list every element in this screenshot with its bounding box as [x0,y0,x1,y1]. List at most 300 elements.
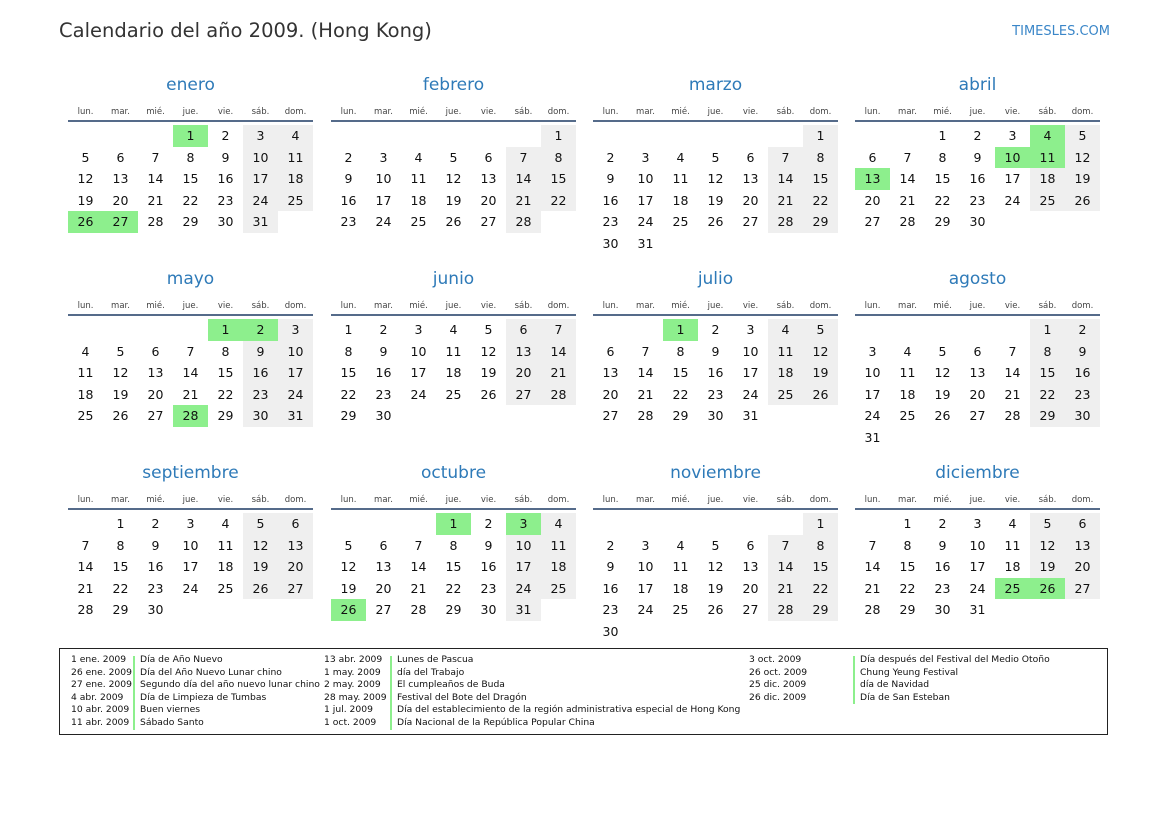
weekday-label: vie. [217,107,234,117]
day-cell: 7 [1008,343,1017,359]
weekday-label: mié. [146,107,165,117]
legend-marker [853,656,855,704]
day-cell: 17 [969,559,986,575]
day-cell: 23 [217,192,234,208]
weekday-header [331,298,576,316]
day-cell: 19 [340,580,357,596]
holiday-day: 1 [436,513,471,535]
weekday-label: sáb. [1038,107,1057,117]
day-cell: 12 [803,341,838,363]
holiday-day: 26 [331,599,366,621]
day-cell: 22 [899,580,916,596]
weekday-label: vie. [742,107,759,117]
day-cell: 30 [243,405,278,427]
day-cell: 21 [541,362,576,384]
day-cell: 31 [506,599,541,621]
holiday-day: 28 [173,405,208,427]
day-cell: 13 [602,365,619,381]
day-cell: 23 [243,384,278,406]
weekday-label: jue. [969,107,986,117]
day-cell: 23 [602,214,619,230]
holiday-name: Festival del Bote del Dragón [397,691,527,703]
day-cell: 23 [934,580,951,596]
weekday-label: mié. [409,495,428,505]
weekday-label: dom. [1071,301,1094,311]
day-cell: 18 [899,386,916,402]
weekday-label: mié. [933,107,952,117]
day-cell: 31 [969,602,986,618]
day-cell: 29 [803,211,838,233]
empty-cell [768,513,803,535]
day-cell: 17 [243,168,278,190]
holiday-name: Día de Año Nuevo [140,654,223,665]
day-cell: 8 [116,537,125,553]
day-cell: 23 [707,386,724,402]
day-cell: 19 [707,580,724,596]
holiday-day: 4 [1030,125,1065,147]
day-cell: 12 [707,171,724,187]
legend-dates [324,654,387,730]
holiday-legend [59,648,1108,735]
day-cell: 6 [746,149,755,165]
day-cell: 28 [506,211,541,233]
day-cell: 25 [541,578,576,600]
days-grid [68,319,313,427]
day-cell: 2 [151,516,160,531]
day-cell: 29 [340,408,357,424]
day-cell: 13 [1065,535,1100,557]
day-cell: 22 [182,192,199,208]
empty-cell [593,319,628,341]
day-cell: 24 [410,386,427,402]
day-cell: 22 [672,386,689,402]
month-octubre [331,462,576,621]
day-cell: 18 [1004,559,1021,575]
day-cell: 10 [410,343,427,359]
weekday-label: jue. [969,301,986,311]
day-cell: 20 [742,580,759,596]
weekday-label: sáb. [514,495,533,505]
day-cell: 21 [147,192,164,208]
day-cell: 14 [541,341,576,363]
day-cell: 17 [637,192,654,208]
weekday-label: mié. [409,301,428,311]
day-cell: 29 [217,408,234,424]
day-cell: 7 [186,343,195,359]
legend-dates [71,654,132,730]
weekday-label: lun. [340,495,357,505]
month-agosto [855,268,1100,449]
weekday-label: sáb. [514,107,533,117]
holiday-name: El cumpleaños de Buda [397,679,505,691]
holiday-date: 1 may. 2009 [324,666,381,678]
weekday-header [68,492,313,510]
weekday-label: mar. [374,107,393,117]
day-cell: 21 [77,580,94,596]
day-cell: 8 [449,537,458,553]
day-cell: 6 [484,149,493,165]
empty-cell [698,513,733,535]
day-cell: 25 [77,408,94,424]
day-cell: 11 [77,365,94,381]
day-cell: 29 [445,602,462,618]
day-cell: 31 [742,408,759,424]
day-cell: 20 [602,386,619,402]
empty-cell [628,125,663,147]
empty-cell [733,125,768,147]
day-cell: 22 [112,580,129,596]
day-cell: 24 [637,602,654,618]
empty-cell [733,513,768,535]
day-cell: 27 [602,408,619,424]
day-cell: 22 [1030,384,1065,406]
weekday-header [331,104,576,122]
day-cell: 27 [147,408,164,424]
day-cell: 8 [1030,341,1065,363]
day-cell: 4 [541,513,576,535]
month-abril [855,74,1100,233]
weekday-label: lun. [864,301,881,311]
month-name: julio [697,269,734,289]
day-cell: 5 [711,149,720,165]
weekday-header [593,104,838,122]
day-cell: 23 [1065,384,1100,406]
holiday-name: Chung Yeung Festival [860,666,959,678]
day-cell: 25 [445,386,462,402]
day-cell: 27 [1065,578,1100,600]
days-grid [331,319,576,427]
day-cell: 3 [414,322,423,337]
day-cell: 7 [868,537,877,553]
month-enero [68,74,313,233]
month-marzo [593,74,838,255]
day-cell: 21 [768,190,803,212]
weekday-header [593,298,838,316]
holiday-date: 28 may. 2009 [324,691,387,703]
day-cell: 11 [217,537,234,553]
weekday-label: jue. [182,301,199,311]
day-cell: 26 [707,214,724,230]
day-cell: 9 [606,171,615,187]
days-grid [68,513,313,621]
day-cell: 18 [1030,168,1065,190]
day-cell: 14 [77,559,94,575]
day-cell: 3 [278,319,313,341]
weekday-label: lun. [77,301,94,311]
day-cell: 24 [864,408,881,424]
day-cell: 18 [768,362,803,384]
day-cell: 5 [1030,513,1065,535]
weekday-label: lun. [602,495,619,505]
day-cell: 12 [112,365,129,381]
day-cell: 24 [243,190,278,212]
page-title: Calendario del año 2009. (Hong Kong) [59,19,432,42]
day-cell: 20 [147,386,164,402]
day-cell: 27 [742,602,759,618]
weekday-label: jue. [969,495,986,505]
day-cell: 7 [506,147,541,169]
day-cell: 26 [112,408,129,424]
weekday-label: vie. [480,301,497,311]
day-cell: 3 [379,149,388,165]
day-cell: 20 [375,580,392,596]
empty-cell [960,319,995,341]
day-cell: 11 [768,341,803,363]
day-cell: 2 [973,128,982,143]
day-cell: 18 [217,559,234,575]
holiday-day: 1 [173,125,208,147]
day-cell: 22 [803,578,838,600]
holiday-day: 11 [1030,147,1065,169]
empty-cell [506,125,541,147]
holiday-date: 4 abr. 2009 [71,691,124,703]
month-name: diciembre [935,463,1020,483]
holiday-day: 10 [995,147,1030,169]
weekday-header [593,492,838,510]
holiday-date: 13 abr. 2009 [324,654,383,665]
weekday-label: dom. [547,301,570,311]
day-cell: 2 [711,322,720,337]
day-cell: 1 [803,513,838,535]
weekday-label: lun. [602,107,619,117]
day-cell: 14 [637,365,654,381]
day-cell: 17 [375,192,392,208]
day-cell: 9 [344,171,353,187]
day-cell: 13 [742,559,759,575]
day-cell: 28 [410,602,427,618]
day-cell: 20 [742,192,759,208]
weekday-label: jue. [707,107,724,117]
holiday-name: Segundo día del año nuevo lunar chino [140,679,320,691]
day-cell: 30 [147,602,164,618]
weekday-label: lun. [77,495,94,505]
month-name: junio [432,269,475,289]
holiday-name: Día de San Esteban [860,691,950,703]
day-cell: 28 [147,214,164,230]
legend-names [860,654,1050,704]
day-cell: 16 [969,171,986,187]
empty-cell [663,125,698,147]
day-cell: 14 [410,559,427,575]
day-cell: 20 [969,386,986,402]
day-cell: 19 [1030,556,1065,578]
day-cell: 19 [1065,168,1100,190]
empty-cell [68,319,103,341]
day-cell: 5 [484,322,493,337]
day-cell: 1 [938,128,947,143]
day-cell: 9 [938,537,947,553]
day-cell: 15 [934,171,951,187]
day-cell: 26 [445,214,462,230]
day-cell: 18 [77,386,94,402]
day-cell: 16 [602,192,619,208]
empty-cell [995,319,1030,341]
weekday-label: jue. [707,301,724,311]
day-cell: 13 [278,535,313,557]
day-cell: 12 [1030,535,1065,557]
day-cell: 5 [344,537,353,553]
day-cell: 19 [934,386,951,402]
weekday-label: vie. [1004,301,1021,311]
holiday-date: 10 abr. 2009 [71,704,130,716]
holiday-day: 25 [995,578,1030,600]
day-cell: 10 [278,341,313,363]
day-cell: 30 [707,408,724,424]
day-cell: 17 [637,580,654,596]
day-cell: 13 [112,171,129,187]
day-cell: 30 [934,602,951,618]
day-cell: 22 [803,190,838,212]
day-cell: 18 [445,365,462,381]
day-cell: 18 [410,192,427,208]
empty-cell [628,319,663,341]
weekday-label: dom. [284,301,307,311]
day-cell: 8 [186,149,195,165]
day-cell: 15 [182,171,199,187]
holiday-day: 26 [1030,578,1065,600]
weekday-header [68,104,313,122]
weekday-label: mié. [933,495,952,505]
empty-cell [103,319,138,341]
holiday-day: 13 [855,168,890,190]
weekday-label: mar. [898,301,917,311]
day-cell: 12 [934,365,951,381]
weekday-label: jue. [707,495,724,505]
site-link[interactable]: TIMESLES.COM [1012,24,1110,39]
weekday-label: mié. [933,301,952,311]
day-cell: 29 [112,602,129,618]
day-cell: 17 [410,365,427,381]
legend-dates [749,654,807,704]
day-cell: 31 [278,405,313,427]
day-cell: 5 [81,149,90,165]
day-cell: 15 [445,559,462,575]
day-cell: 29 [182,214,199,230]
day-cell: 24 [1004,192,1021,208]
day-cell: 15 [803,168,838,190]
day-cell: 10 [864,365,881,381]
day-cell: 15 [1030,362,1065,384]
holiday-date: 27 ene. 2009 [71,679,132,691]
month-diciembre [855,462,1100,621]
holiday-day: 1 [208,319,243,341]
day-cell: 19 [112,386,129,402]
day-cell: 1 [1030,319,1065,341]
weekday-label: vie. [217,495,234,505]
day-cell: 3 [973,516,982,531]
weekday-label: mar. [374,495,393,505]
empty-cell [68,513,103,535]
day-cell: 20 [864,192,881,208]
empty-cell [138,319,173,341]
day-cell: 23 [969,192,986,208]
month-name: abril [958,75,997,95]
day-cell: 16 [243,362,278,384]
days-grid [593,319,838,427]
weekday-label: mar. [636,495,655,505]
holiday-day: 2 [243,319,278,341]
day-cell: 26 [243,578,278,600]
day-cell: 16 [480,559,497,575]
day-cell: 17 [506,556,541,578]
empty-cell [103,125,138,147]
weekday-label: mar. [111,107,130,117]
day-cell: 6 [746,537,755,553]
day-cell: 7 [151,149,160,165]
weekday-label: vie. [742,301,759,311]
day-cell: 28 [768,599,803,621]
day-cell: 28 [899,214,916,230]
day-cell: 23 [147,580,164,596]
weekday-label: dom. [284,107,307,117]
day-cell: 8 [803,535,838,557]
day-cell: 15 [803,556,838,578]
day-cell: 24 [182,580,199,596]
day-cell: 11 [445,343,462,359]
day-cell: 23 [480,580,497,596]
month-name: noviembre [670,463,761,483]
month-noviembre [593,462,838,643]
day-cell: 21 [182,386,199,402]
day-cell: 6 [151,343,160,359]
weekday-label: dom. [809,301,832,311]
weekday-label: mar. [898,107,917,117]
day-cell: 24 [375,214,392,230]
holiday-name: Día Nacional de la República Popular China [397,716,595,728]
weekday-label: mié. [409,107,428,117]
day-cell: 6 [116,149,125,165]
day-cell: 17 [864,386,881,402]
day-cell: 10 [375,171,392,187]
day-cell: 14 [182,365,199,381]
day-cell: 21 [768,578,803,600]
day-cell: 2 [938,516,947,531]
day-cell: 3 [186,516,195,531]
weekday-label: lun. [864,107,881,117]
day-cell: 29 [899,602,916,618]
day-cell: 5 [243,513,278,535]
day-cell: 6 [606,343,615,359]
day-cell: 7 [768,535,803,557]
day-cell: 10 [637,559,654,575]
day-cell: 27 [375,602,392,618]
holiday-date: 3 oct. 2009 [749,654,802,665]
empty-cell [890,125,925,147]
day-cell: 28 [768,211,803,233]
day-cell: 12 [77,171,94,187]
day-cell: 3 [1008,128,1017,143]
holiday-day: 1 [663,319,698,341]
day-cell: 3 [243,125,278,147]
day-cell: 12 [340,559,357,575]
day-cell: 18 [541,556,576,578]
day-cell: 25 [278,190,313,212]
day-cell: 15 [112,559,129,575]
month-name: agosto [948,269,1007,289]
holiday-name: día del Trabajo [397,666,465,678]
day-cell: 16 [217,171,234,187]
day-cell: 31 [243,211,278,233]
weekday-label: vie. [1004,495,1021,505]
legend-marker [390,656,392,730]
day-cell: 10 [243,147,278,169]
empty-cell [628,513,663,535]
day-cell: 16 [375,365,392,381]
weekday-label: vie. [480,495,497,505]
empty-cell [68,125,103,147]
day-cell: 7 [414,537,423,553]
day-cell: 4 [676,537,685,553]
